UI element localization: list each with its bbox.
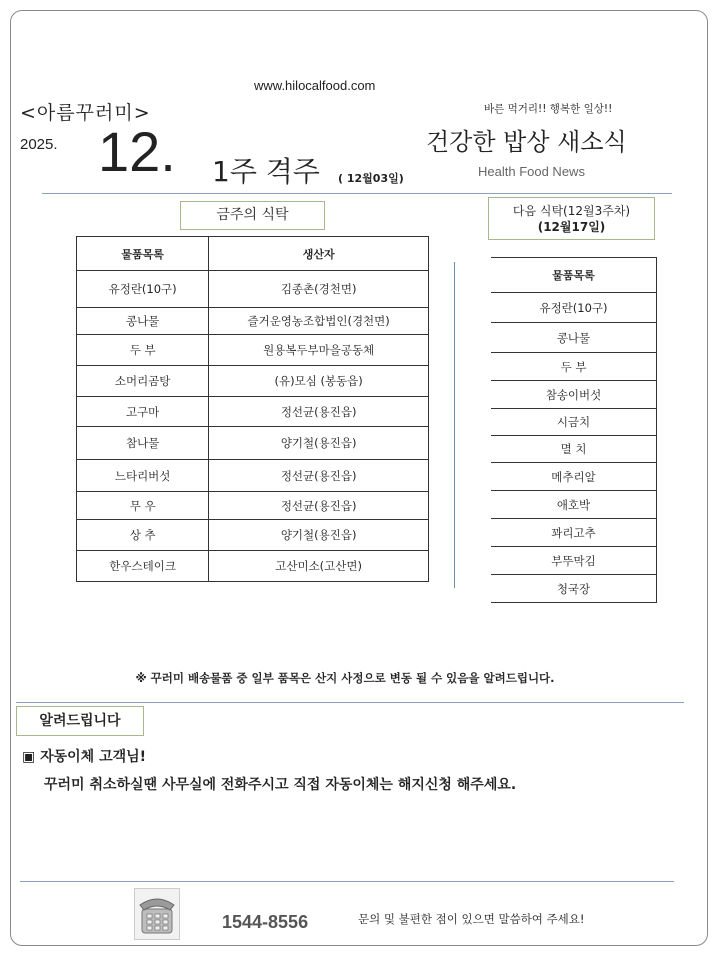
item-cell: 소머리곰탕 <box>77 366 209 397</box>
item-cell: 콩나물 <box>491 323 657 353</box>
table-row <box>77 427 429 460</box>
item-cell: 유정란(10구) <box>491 293 657 323</box>
item-cell: 참송이버섯 <box>491 381 657 409</box>
next-week-label <box>488 197 655 240</box>
list-item <box>491 547 657 575</box>
item-cell: 콩나물 <box>77 308 209 335</box>
subhead: Health Food News <box>478 164 585 179</box>
month: 12. <box>98 120 176 183</box>
column-header-producer: 생산자 <box>209 237 429 271</box>
producer-cell: 정선균(용진읍) <box>209 397 429 427</box>
slogan: 바른 먹거리!! 행복한 일상!! <box>484 103 613 115</box>
table-row <box>77 271 429 308</box>
table-row <box>77 397 429 427</box>
year: 2025. <box>20 136 58 153</box>
table-row <box>77 366 429 397</box>
list-item <box>491 519 657 547</box>
producer-cell: 정선균(용진읍) <box>209 460 429 492</box>
list-item <box>491 436 657 463</box>
producer-cell: 김종촌(경천면) <box>209 271 429 308</box>
next-week-label-date: (12월17일) <box>537 220 606 234</box>
item-cell: 시금치 <box>491 409 657 436</box>
item-cell: 유정란(10구) <box>77 271 209 308</box>
brand-name: <아름꾸러미> <box>20 102 151 124</box>
column-divider <box>454 262 455 588</box>
producer-cell: (유)모심 (봉동읍) <box>209 366 429 397</box>
list-item <box>491 575 657 603</box>
week-date: ( 12월03일) <box>338 172 404 185</box>
table-row <box>77 308 429 335</box>
this-week-label: 금주의 식탁 <box>180 201 325 230</box>
table-row <box>77 460 429 492</box>
item-cell: 애호박 <box>491 491 657 519</box>
table-row <box>77 492 429 520</box>
announcement-heading: ▣ 자동이체 고객님! <box>22 749 147 765</box>
item-cell: 무 우 <box>77 492 209 520</box>
phone-number[interactable]: 1544-8556 <box>222 912 309 932</box>
list-item <box>491 463 657 491</box>
telephone-icon <box>134 888 180 940</box>
headline: 건강한 밥상 새소식 <box>426 128 627 156</box>
notice-divider <box>16 702 684 703</box>
item-cell: 꽈리고추 <box>491 519 657 547</box>
announcement-body: 꾸러미 취소하실땐 사무실에 전화주시고 직접 자동이체는 해지신청 해주세요. <box>44 777 517 793</box>
item-cell: 느타리버섯 <box>77 460 209 492</box>
list-item <box>491 353 657 381</box>
item-cell: 고구마 <box>77 397 209 427</box>
next-week-label-title: 다음 식탁(12월3주차) <box>512 204 631 218</box>
item-cell: 상 추 <box>77 520 209 551</box>
website-url[interactable]: www.hilocalfood.com <box>254 78 376 93</box>
footer-divider <box>20 881 674 882</box>
producer-cell: 양기철(용진읍) <box>209 520 429 551</box>
contact-text: 문의 및 불편한 점이 있으면 말씀하여 주세요! <box>358 912 585 926</box>
producer-cell: 고산미소(고산면) <box>209 551 429 582</box>
producer-cell: 양기철(용진읍) <box>209 427 429 460</box>
item-cell: 두 부 <box>491 353 657 381</box>
item-cell: 청국장 <box>491 575 657 603</box>
item-cell: 메추리알 <box>491 463 657 491</box>
announcement-title: 알려드립니다 <box>16 706 144 736</box>
item-cell: 부뚜막김 <box>491 547 657 575</box>
header-divider <box>42 193 672 194</box>
item-cell: 두 부 <box>77 335 209 366</box>
table-row <box>77 520 429 551</box>
column-header-items: 물품목록 <box>491 258 657 293</box>
producer-cell: 원용복두부마을공동체 <box>209 335 429 366</box>
item-cell: 참나물 <box>77 427 209 460</box>
column-header-items: 물품목록 <box>77 237 209 271</box>
table-row <box>77 335 429 366</box>
list-item <box>491 491 657 519</box>
list-item <box>491 381 657 409</box>
substitution-notice: ※ 꾸러미 배송물품 중 일부 품목은 산지 사정으로 변동 될 수 있음을 알려드립니다. <box>135 671 555 685</box>
table-row <box>77 551 429 582</box>
list-item <box>491 409 657 436</box>
list-item <box>491 293 657 323</box>
producer-cell: 정선균(용진읍) <box>209 492 429 520</box>
next-week-table <box>491 257 657 603</box>
item-cell: 멸 치 <box>491 436 657 463</box>
week-title: 1주 격주 <box>212 155 320 188</box>
this-week-table <box>76 236 429 582</box>
list-item <box>491 323 657 353</box>
producer-cell: 즐거운영농조합법인(경천면) <box>209 308 429 335</box>
item-cell: 한우스테이크 <box>77 551 209 582</box>
